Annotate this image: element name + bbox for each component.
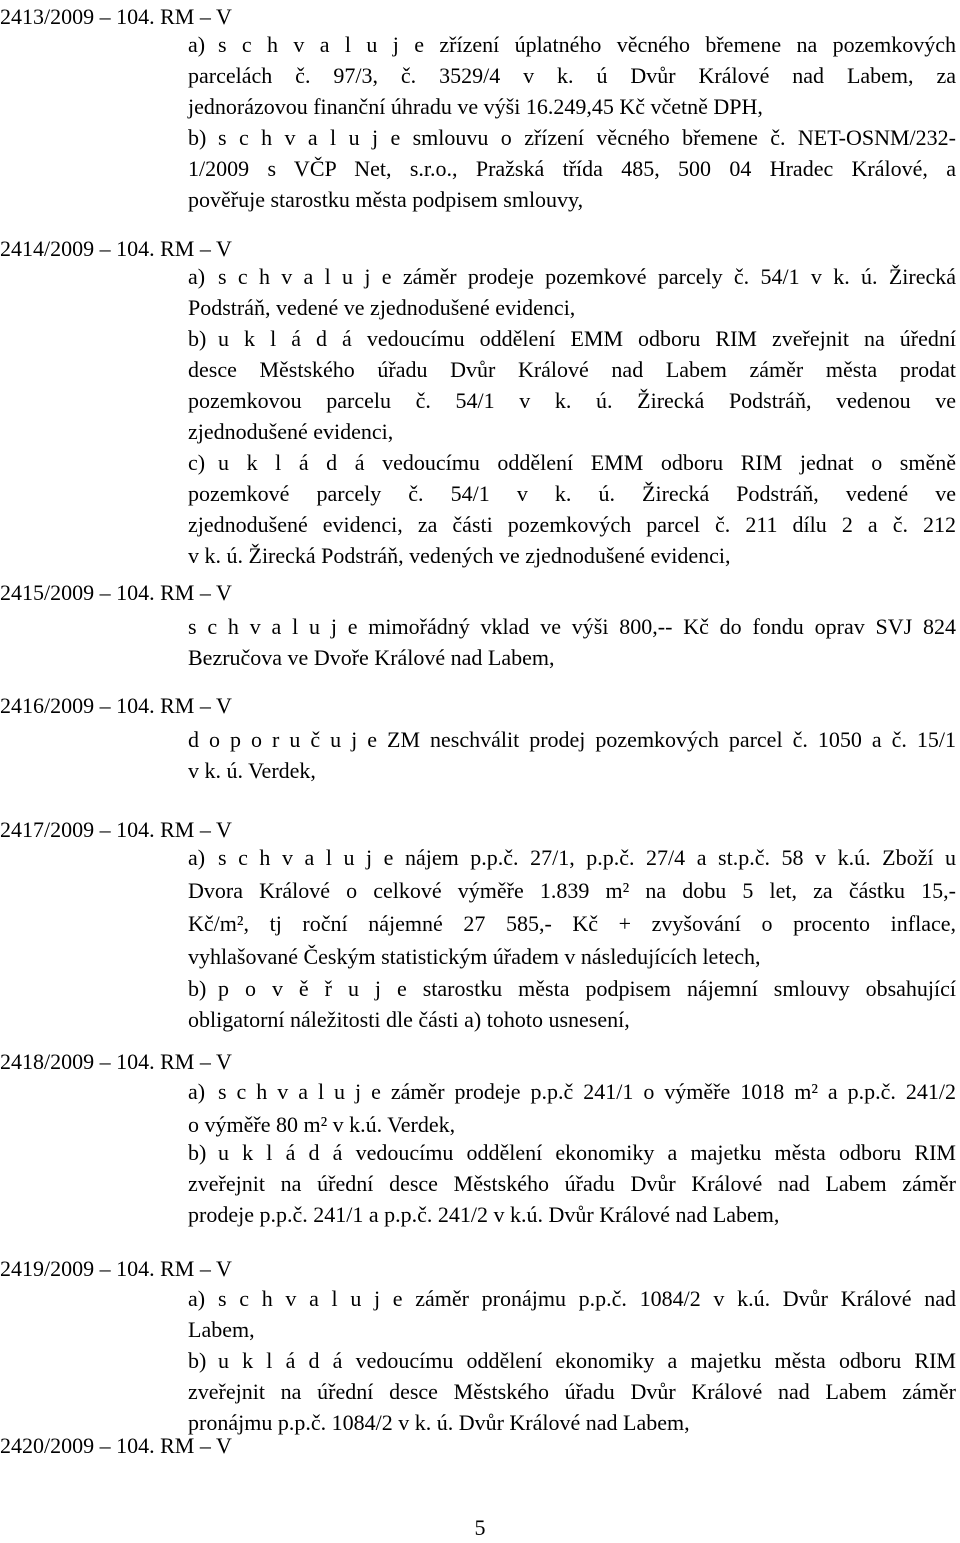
text-line: pozemkové parcely č. 54/1 v k. ú. Žirecká Podstráň, vedené ve	[188, 481, 956, 506]
resolution-header: 2419/2009 – 104. RM – V	[0, 1256, 232, 1281]
text-line: u k l á d á vedoucímu oddělení EMM odboru RIM zveřejnit na úřední	[218, 326, 956, 351]
text-line: s c h v a l u j e zřízení úplatného věcného břemene na pozemkových	[218, 32, 956, 57]
text-line: p o v ě ř u j e starostku města podpisem nájemní smlouvy obsahující	[218, 976, 956, 1001]
item-label: b)	[188, 125, 207, 150]
text-line: s c h v a l u j e záměr pronájmu p.p.č. 1084/2 v k.ú. Dvůr Králové nad	[218, 1286, 956, 1311]
text-line: v k. ú. Žirecká Podstráň, vedených ve zjednodušené evidenci,	[188, 543, 731, 568]
text-line: jednorázovou finanční úhradu ve výši 16.249,45 Kč včetně DPH,	[188, 94, 763, 119]
resolution-header: 2418/2009 – 104. RM – V	[0, 1049, 232, 1074]
text-line: s c h v a l u j e smlouvu o zřízení věcného břemene č. NET-OSNM/232-	[218, 125, 956, 150]
resolution-header: 2413/2009 – 104. RM – V	[0, 4, 232, 29]
text-line: pozemkovou parcelu č. 54/1 v k. ú. Žirecká Podstráň, vedenou ve	[188, 388, 956, 413]
text-line: u k l á d á vedoucímu oddělení EMM odboru RIM jednat o směně	[218, 450, 956, 475]
text-line: u k l á d á vedoucímu oddělení ekonomiky a majetku města odboru RIM	[218, 1348, 956, 1373]
text-line: pronájmu p.p.č. 1084/2 v k. ú. Dvůr Králové nad Labem,	[188, 1410, 690, 1435]
text-line: Bezručova ve Dvoře Králové nad Labem,	[188, 645, 555, 670]
resolution-header: 2420/2009 – 104. RM – V	[0, 1433, 232, 1458]
text-line: Labem,	[188, 1317, 255, 1342]
resolution-header: 2417/2009 – 104. RM – V	[0, 817, 232, 842]
resolution-header: 2416/2009 – 104. RM – V	[0, 693, 232, 718]
item-label: a)	[188, 1286, 206, 1311]
text-line: vyhlašované Českým statistickým úřadem v následujících letech,	[188, 944, 761, 969]
text-line: zveřejnit na úřední desce Městského úřadu Dvůr Králové nad Labem záměr	[188, 1379, 956, 1404]
text-line: 1/2009 s VČP Net, s.r.o., Pražská třída 485, 500 04 Hradec Králové, a	[188, 156, 956, 181]
text-line: o výměře 80 m² v k.ú. Verdek,	[188, 1112, 456, 1137]
text-line: zjednodušené evidenci,	[188, 419, 394, 444]
text-line: Kč/m², tj roční nájemné 27 585,- Kč + zvyšování o procento inflace,	[188, 911, 956, 936]
text-line: zveřejnit na úřední desce Městského úřadu Dvůr Králové nad Labem záměr	[188, 1171, 956, 1196]
text-line: s c h v a l u j e mimořádný vklad ve výši 800,-- Kč do fondu oprav SVJ 824	[188, 614, 956, 639]
text-line: v k. ú. Verdek,	[188, 758, 316, 783]
text-line: u k l á d á vedoucímu oddělení ekonomiky a majetku města odboru RIM	[218, 1140, 956, 1165]
text-line: s c h v a l u j e záměr prodeje pozemkové parcely č. 54/1 v k. ú. Žirecká	[218, 264, 956, 289]
item-label: a)	[188, 32, 206, 57]
text-line: obligatorní náležitosti dle části a) tohoto usnesení,	[188, 1007, 630, 1032]
text-line: Podstráň, vedené ve zjednodušené evidenci,	[188, 295, 576, 320]
text-line: desce Městského úřadu Dvůr Králové nad Labem záměr města prodat	[188, 357, 956, 382]
text-line: zjednodušené evidenci, za části pozemkových parcel č. 211 dílu 2 a č. 212	[188, 512, 956, 537]
text-line: prodeje p.p.č. 241/1 a p.p.č. 241/2 v k.ú. Dvůr Králové nad Labem,	[188, 1202, 780, 1227]
text-line: d o p o r u č u j e ZM neschválit prodej pozemkových parcel č. 1050 a č. 15/1	[188, 727, 956, 752]
item-label: b)	[188, 326, 207, 351]
text-line: pověřuje starostku města podpisem smlouvy,	[188, 187, 584, 212]
item-label: b)	[188, 1348, 207, 1373]
item-label: b)	[188, 976, 207, 1001]
page-number: 5	[474, 1515, 486, 1540]
text-line: s c h v a l u j e záměr prodeje p.p.č 241/1 o výměře 1018 m² a p.p.č. 241/2	[218, 1079, 956, 1104]
text-line: Dvora Králové o celkové výměře 1.839 m² na dobu 5 let, za částku 15,-	[188, 878, 956, 903]
resolution-header: 2414/2009 – 104. RM – V	[0, 236, 232, 261]
item-label: c)	[188, 450, 206, 475]
item-label: a)	[188, 1079, 206, 1104]
item-label: b)	[188, 1140, 207, 1165]
item-label: a)	[188, 845, 206, 870]
resolution-header: 2415/2009 – 104. RM – V	[0, 580, 232, 605]
text-line: s c h v a l u j e nájem p.p.č. 27/1, p.p.č. 27/4 a st.p.č. 58 v k.ú. Zboží u	[218, 845, 956, 870]
item-label: a)	[188, 264, 206, 289]
text-line: parcelách č. 97/3, č. 3529/4 v k. ú Dvůr Králové nad Labem, za	[188, 63, 956, 88]
